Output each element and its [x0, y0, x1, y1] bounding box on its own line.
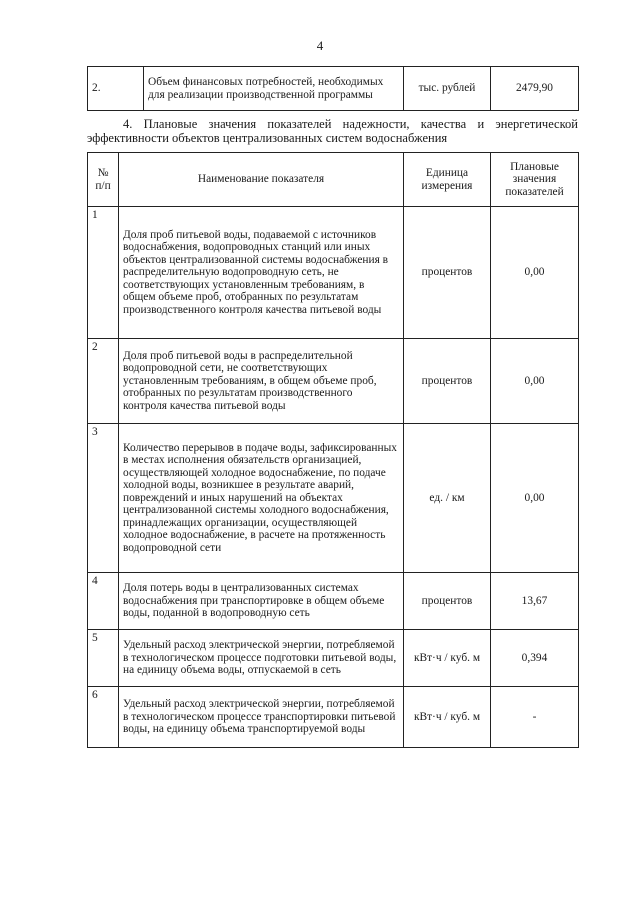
row-name: Удельный расход электрической энергии, потребляемой в технологическом процессе подготовки питьевой воды, на единицу объема воды, отпускаемой в сеть: [119, 630, 404, 687]
row-number: 6: [88, 687, 119, 748]
finance-row-name: Объем финансовых потребностей, необходимых для реализации производственной программы: [144, 67, 404, 111]
header-num: № п/п: [88, 153, 119, 207]
row-number: 2: [88, 339, 119, 424]
header-value: Плановые значения показателей: [491, 153, 579, 207]
finance-row-unit: тыс. рублей: [404, 67, 491, 111]
row-unit: процентов: [404, 339, 491, 424]
header-name: Наименование показателя: [119, 153, 404, 207]
table-row: [88, 630, 579, 687]
row-number: 4: [88, 573, 119, 630]
section-heading-line2: эффективности объектов централизованных систем водоснабжения: [87, 131, 448, 145]
row-value: 0,394: [491, 630, 579, 687]
row-name: Доля проб питьевой воды, подаваемой с источников водоснабжения, водопроводных станций или иных объектов централизованной системы водоснабжения в распределительную водопроводную сеть, не соответствующих установленным требованиям, в общем объеме проб, отобранных по результатам производственного контроля качества питьевой воды: [119, 207, 404, 339]
row-value: 13,67: [491, 573, 579, 630]
table-row: [88, 339, 579, 424]
row-unit: процентов: [404, 573, 491, 630]
indicators-table: [87, 152, 579, 748]
finance-table: [87, 66, 579, 111]
row-unit: ед. / км: [404, 424, 491, 573]
table-row: [88, 424, 579, 573]
finance-row: [88, 67, 579, 111]
row-name: Доля потерь воды в централизованных системах водоснабжения при транспортировке в общем объеме воды, поданной в водопроводную сеть: [119, 573, 404, 630]
section-heading-line1: 4. Плановые значения показателей надежности, качества и энергетической: [123, 117, 578, 131]
finance-row-number: 2.: [88, 67, 144, 111]
table-header-row: [88, 153, 579, 207]
row-number: 3: [88, 424, 119, 573]
row-value: -: [491, 687, 579, 748]
header-unit: Единица измерения: [404, 153, 491, 207]
row-value: 0,00: [491, 207, 579, 339]
row-unit: кВт·ч / куб. м: [404, 687, 491, 748]
row-number: 5: [88, 630, 119, 687]
row-unit: процентов: [404, 207, 491, 339]
section-heading: [87, 117, 578, 145]
finance-row-value: 2479,90: [491, 67, 579, 111]
table-row: [88, 573, 579, 630]
page-number: 4: [316, 38, 324, 53]
table-row: [88, 687, 579, 748]
row-number: 1: [88, 207, 119, 339]
row-name: Количество перерывов в подаче воды, зафиксированных в местах исполнения обязательств организацией, осуществляющей холодное водоснабжение, по подаче холодной воды, возникшее в результате аварий, повреждений и иных нарушений на объектах централизованной системы холодного водоснабжения, принадлежащих организации, осуществляющей холодное водоснабжение, в расчете на протяженность водопроводной сети: [119, 424, 404, 573]
row-name: Удельный расход электрической энергии, потребляемой в технологическом процессе транспортировки питьевой воды, на единицу объема транспортируемой воды: [119, 687, 404, 748]
row-name: Доля проб питьевой воды в распределительной водопроводной сети, не соответствующих установленным требованиям, в общем объеме проб, отобранных по результатам производственного контроля качества питьевой воды: [119, 339, 404, 424]
table-row: [88, 207, 579, 339]
row-value: 0,00: [491, 424, 579, 573]
row-unit: кВт·ч / куб. м: [404, 630, 491, 687]
row-value: 0,00: [491, 339, 579, 424]
